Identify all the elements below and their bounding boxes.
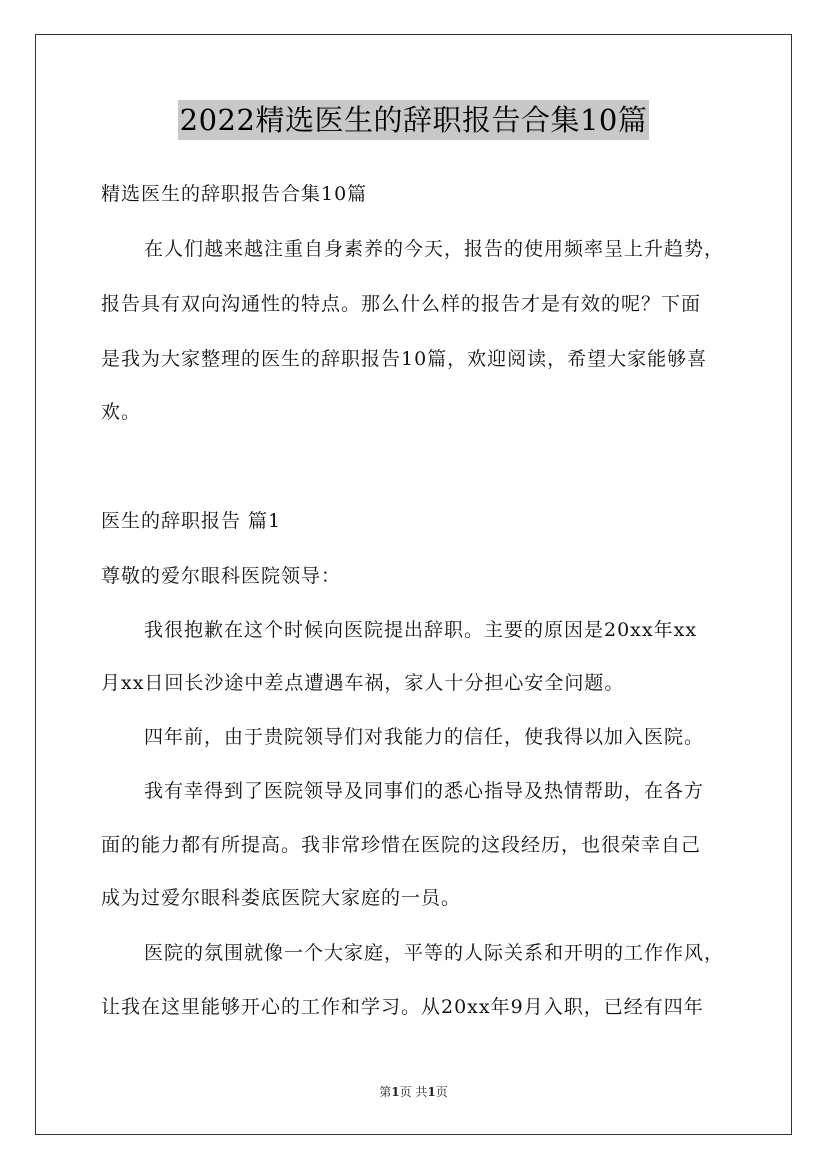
paragraph-line: 报告具有双向沟通性的特点。那么什么样的报告才是有效的呢？下面: [101, 293, 702, 315]
footer-prefix: 第: [379, 1085, 392, 1099]
footer-suffix: 页: [435, 1085, 448, 1099]
paragraph-line: 让我在这里能够开心的工作和学习。从20xx年9月入职，已经有四年: [101, 996, 704, 1018]
page-footer: [0, 1084, 827, 1100]
paragraph-line: 我很抱歉在这个时候向医院提出辞职。主要的原因是20xx年xx: [144, 619, 698, 641]
paragraph-line: 我有幸得到了医院领导及同事们的悉心指导及热情帮助，在各方: [144, 780, 705, 802]
paragraph-line: 在人们越来越注重自身素养的今天，报告的使用频率呈上升趋势，: [144, 238, 725, 260]
footer-current-page: 1: [391, 1085, 400, 1099]
footer-total-pages: 1: [427, 1085, 436, 1099]
paragraph-line: 月xx日回长沙途中差点遭遇车祸，家人十分担心安全问题。: [101, 672, 625, 694]
paragraph-line: 医院的氛围就像一个大家庭，平等的人际关系和开明的工作作风，: [144, 942, 725, 964]
paragraph-line: 欢。: [101, 401, 142, 423]
paragraph-line: 成为过爱尔眼科娄底医院大家庭的一员。: [101, 887, 462, 909]
document-title: 2022精选医生的辞职报告合集10篇: [178, 100, 650, 140]
subtitle-line: 精选医生的辞职报告合集10篇: [101, 183, 368, 205]
salutation-line: 尊敬的爱尔眼科医院领导：: [101, 565, 342, 587]
paragraph-line: 面的能力都有所提高。我非常珍惜在医院的这段经历，也很荣幸自己: [101, 834, 702, 856]
paragraph-line: 四年前，由于贵院领导们对我能力的信任，使我得以加入医院。: [144, 726, 705, 748]
paragraph-line: 是我为大家整理的医生的辞职报告10篇，欢迎阅读，希望大家能够喜: [101, 348, 708, 370]
footer-mid: 页 共: [399, 1085, 428, 1099]
section-heading: 医生的辞职报告 篇1: [101, 510, 282, 532]
title-container: [0, 100, 827, 140]
